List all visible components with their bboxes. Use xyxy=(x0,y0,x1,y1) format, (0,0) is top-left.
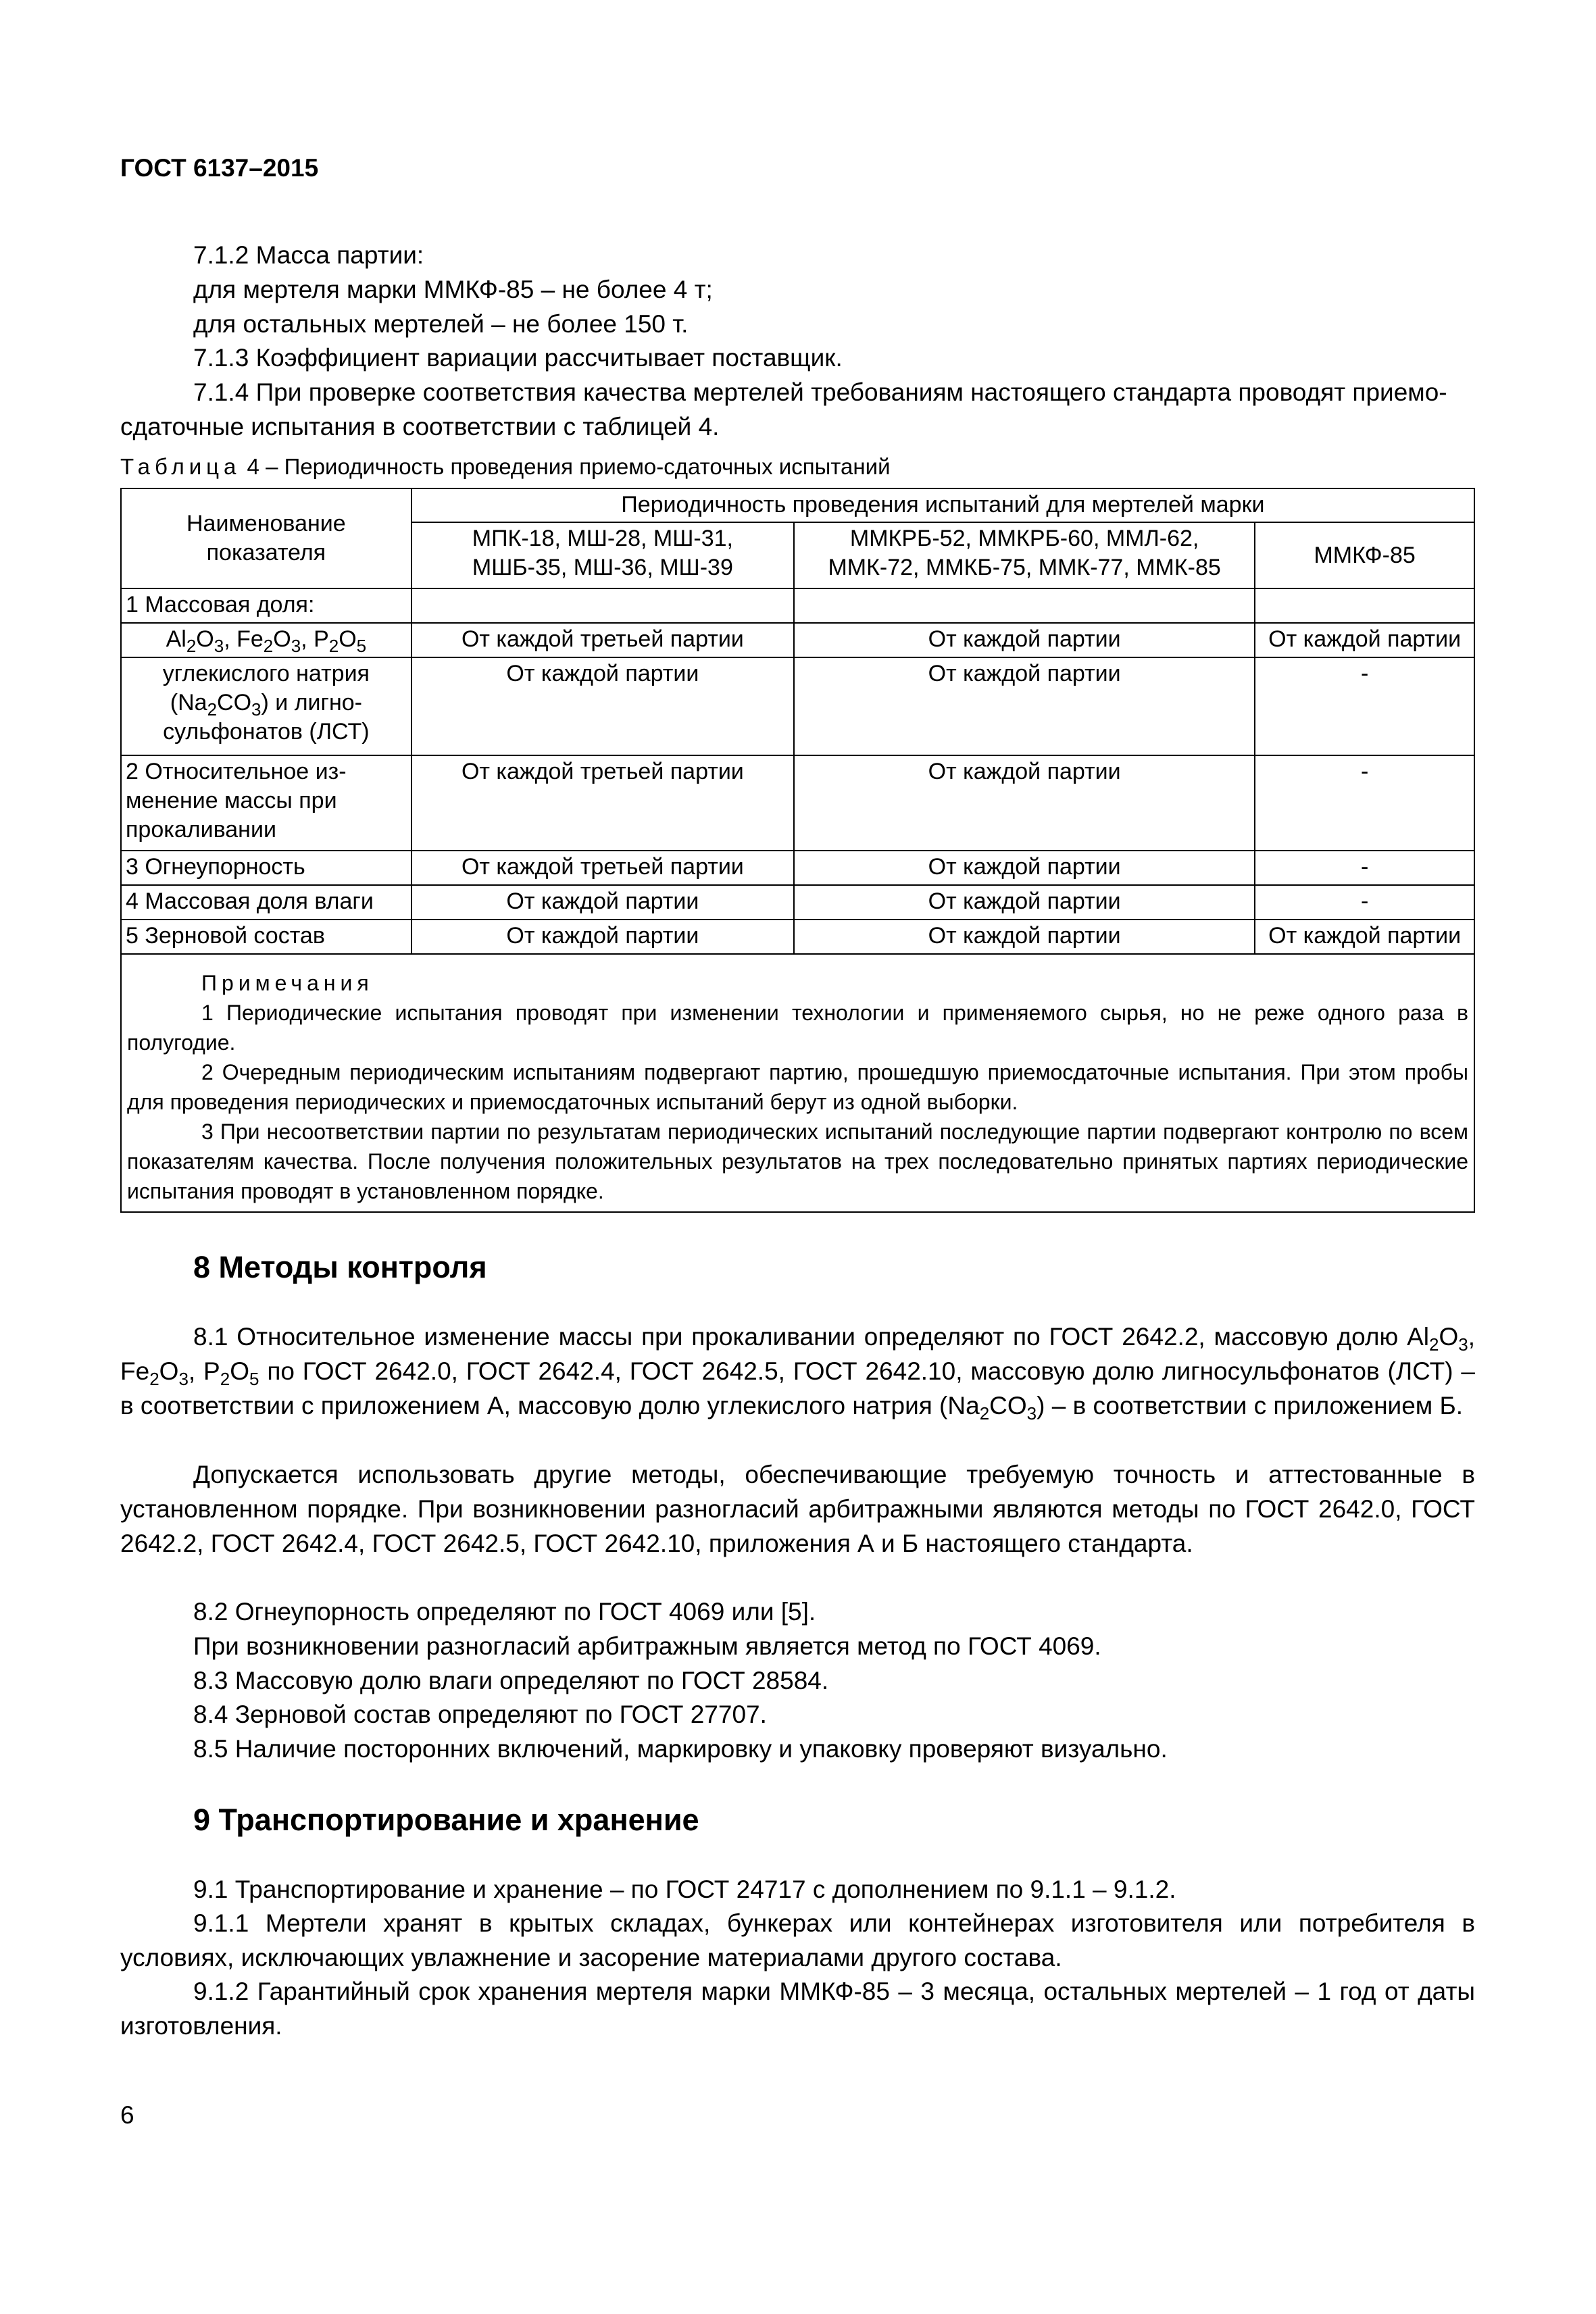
row3-v3: - xyxy=(1255,851,1474,885)
row3-v2: От каждой партии xyxy=(794,851,1255,885)
sub: 2 xyxy=(1429,1334,1439,1355)
row5-v2: От каждой партии xyxy=(794,920,1255,954)
t: CO xyxy=(989,1392,1027,1419)
t-o: O xyxy=(196,626,214,652)
sub: 3 xyxy=(178,1369,189,1389)
sub: 3 xyxy=(214,636,224,656)
sub: 3 xyxy=(1026,1403,1037,1424)
row1b-line3: сульфонатов (ЛСТ) xyxy=(163,719,370,745)
para-8-2-b: При возникновении разногласий арбитражным является метод по ГОСТ 4069. xyxy=(193,1632,1101,1660)
document-header: ГОСТ 6137–2015 xyxy=(120,154,319,182)
table-caption-word: Таблица xyxy=(120,454,241,479)
table-caption-text: 4 – Периодичность проведения приемо-сдаточных испытаний xyxy=(241,454,891,479)
row1a-label xyxy=(121,623,412,657)
t-al: Al xyxy=(166,626,186,652)
row5-v3: От каждой партии xyxy=(1255,920,1474,954)
sub: 2 xyxy=(186,636,197,656)
para-9-1-1: 9.1.1 Мертели хранят в крытых складах, бункерах или контейнерах изготовителя или потребителя в условиях, исключающих увлажнение и засорение материалами другого состава. xyxy=(120,1909,1475,1971)
row1-label: 1 Массовая доля: xyxy=(121,588,412,623)
para-7-1-4: 7.1.4 При проверке соответствия качества мертелей требованиям настоящего стандарта проводят приемо-сдаточные испытания в соответствии с таблицей 4. xyxy=(120,378,1447,441)
sub: 2 xyxy=(207,699,218,720)
t-p: , P xyxy=(301,626,329,652)
t: O xyxy=(230,1357,249,1385)
row2-label: 2 Относительное из-менение массы при прокаливании xyxy=(121,755,412,851)
col1-line2: МШБ-35, МШ-36, МШ-39 xyxy=(472,555,733,580)
t: O xyxy=(1439,1323,1459,1351)
row2-v2: От каждой партии xyxy=(794,755,1255,851)
row1-empty-3 xyxy=(1255,588,1474,623)
section-9-title: 9 Транспортирование и хранение xyxy=(193,1803,699,1837)
note-3: 3 При несоответствии партии по результатам периодических испытаний последующие партии подвергают контролю по всем показателям качества. После получения положительных результатов на трех последовательно принятых партиях периодические испытания проводят в установленном порядке. xyxy=(127,1120,1468,1203)
para-8-1-allowed: Допускается использовать другие методы, обеспечивающие требуемую точность и аттестованные в установленном порядке. При возникновении разногласий арбитражными являются методы по ГОСТ 2642.0, ГОСТ 2642.2, ГОСТ 2642.4, ГОСТ 2642.5, ГОСТ 2642.10, приложения А и Б настоящего стандарта. xyxy=(120,1461,1475,1557)
t: , Fe xyxy=(120,1323,1475,1385)
col-header-grade-2 xyxy=(794,522,1255,588)
row1b-label xyxy=(121,657,412,755)
col2-line2: ММК-72, ММКБ-75, ММК-77, ММК-85 xyxy=(828,555,1221,580)
t: по ГОСТ 2642.0, ГОСТ 2642.4, ГОСТ 2642.5, ГОСТ 2642.10, массовую долю лигносульфонатов (ЛСТ) – в соответствии с приложением А, массовую долю углекислого натрия (Na xyxy=(120,1357,1475,1419)
table-notes xyxy=(121,954,1474,1212)
table-row xyxy=(121,851,1474,885)
para-7-1-2-b: для остальных мертелей – не более 150 т. xyxy=(193,310,689,338)
note-1: 1 Периодические испытания проводят при изменении технологии и применяемого сырья, но не реже одного раза в полугодие. xyxy=(127,1001,1468,1055)
row1b-v3: - xyxy=(1255,657,1474,755)
para-8-1 xyxy=(120,1319,1475,1423)
sub: 2 xyxy=(979,1403,990,1424)
sub: 2 xyxy=(220,1369,230,1389)
para-7-1-2-a: для мертеля марки ММКФ-85 – не более 4 т; xyxy=(193,276,713,303)
row2-v1: От каждой третьей партии xyxy=(412,755,794,851)
sub: 5 xyxy=(249,1369,259,1389)
t-rest: ) и лигно- xyxy=(261,690,362,715)
sub: 3 xyxy=(251,699,261,720)
sub: 5 xyxy=(356,636,367,656)
col-header-grade-1 xyxy=(412,522,794,588)
row5-v1: От каждой партии xyxy=(412,920,794,954)
para-8-4: 8.4 Зерновой состав определяют по ГОСТ 27707. xyxy=(193,1701,767,1728)
row1a-v2: От каждой партии xyxy=(794,623,1255,657)
sub: 3 xyxy=(291,636,301,656)
table-row xyxy=(121,657,1474,755)
table-row xyxy=(121,885,1474,920)
para-8-5: 8.5 Наличие посторонних включений, маркировку и упаковку проверяют визуально. xyxy=(193,1735,1168,1763)
row3-label: 3 Огнеупорность xyxy=(121,851,412,885)
para-7-1-3: 7.1.3 Коэффициент вариации рассчитывает поставщик. xyxy=(193,344,843,372)
row1b-line2 xyxy=(126,688,407,718)
t-na: (Na xyxy=(170,690,207,715)
table-notes-row xyxy=(121,954,1474,1212)
t-fe: , Fe xyxy=(224,626,264,652)
row1-empty-2 xyxy=(794,588,1255,623)
para-9-1: 9.1 Транспортирование и хранение – по ГОСТ 24717 с дополнением по 9.1.1 – 9.1.2. xyxy=(193,1876,1176,1903)
note-2: 2 Очередным периодическим испытаниям подвергают партию, прошедшую приемосдаточные испытания. При этом пробы для проведения периодических и приемосдаточных испытаний берут из одной выборки. xyxy=(127,1060,1468,1114)
para-7-1-2-title: 7.1.2 Масса партии: xyxy=(193,241,424,269)
table-caption xyxy=(120,454,891,480)
table-row xyxy=(121,588,1474,623)
acceptance-test-table xyxy=(120,488,1475,1213)
row4-v3: - xyxy=(1255,885,1474,920)
para-9-1-2: 9.1.2 Гарантийный срок хранения мертеля марки ММКФ-85 – 3 месяца, остальных мертелей – 1 год от даты изготовления. xyxy=(120,1978,1475,2040)
t-o: O xyxy=(273,626,291,652)
col-header-grade-3: ММКФ-85 xyxy=(1255,522,1474,588)
row2-v3: - xyxy=(1255,755,1474,851)
sub: 2 xyxy=(149,1369,159,1389)
col2-line1: ММКРБ-52, ММКРБ-60, ММЛ-62, xyxy=(849,526,1199,551)
col1-line1: МПК-18, МШ-28, МШ-31, xyxy=(472,526,733,551)
row3-v1: От каждой третьей партии xyxy=(412,851,794,885)
t-co: CO xyxy=(217,690,252,715)
row1a-v3: От каждой партии xyxy=(1255,623,1474,657)
t: , P xyxy=(188,1357,220,1385)
para-8-2: 8.2 Огнеупорность определяют по ГОСТ 4069 или [5]. xyxy=(193,1598,816,1626)
row1b-line1: углекислого натрия xyxy=(162,661,370,686)
row1-empty-1 xyxy=(412,588,794,623)
page-number: 6 xyxy=(120,2101,134,2129)
t-o: O xyxy=(339,626,357,652)
sub: 2 xyxy=(263,636,274,656)
t: 8.1 Относительное изменение массы при прокаливании определяют по ГОСТ 2642.2, массовую долю Al xyxy=(193,1323,1429,1351)
t: ) – в соответствии с приложением Б. xyxy=(1037,1392,1464,1419)
table-row xyxy=(121,755,1474,851)
row4-label: 4 Массовая доля влаги xyxy=(121,885,412,920)
notes-title: Примечания xyxy=(201,971,374,995)
section-8-title: 8 Методы контроля xyxy=(193,1250,487,1284)
para-8-3: 8.3 Массовую долю влаги определяют по ГОСТ 28584. xyxy=(193,1667,829,1694)
sub: 2 xyxy=(328,636,339,656)
table-row xyxy=(121,920,1474,954)
row4-v1: От каждой партии xyxy=(412,885,794,920)
sub: 3 xyxy=(1458,1334,1468,1355)
row1a-v1: От каждой третьей партии xyxy=(412,623,794,657)
row1b-v2: От каждой партии xyxy=(794,657,1255,755)
col-header-name: Наименование показателя xyxy=(121,488,412,588)
col-header-group: Периодичность проведения испытаний для мертелей марки xyxy=(412,488,1474,522)
t: O xyxy=(159,1357,179,1385)
row5-label: 5 Зерновой состав xyxy=(121,920,412,954)
row4-v2: От каждой партии xyxy=(794,885,1255,920)
table-row xyxy=(121,623,1474,657)
row1b-v1: От каждой партии xyxy=(412,657,794,755)
